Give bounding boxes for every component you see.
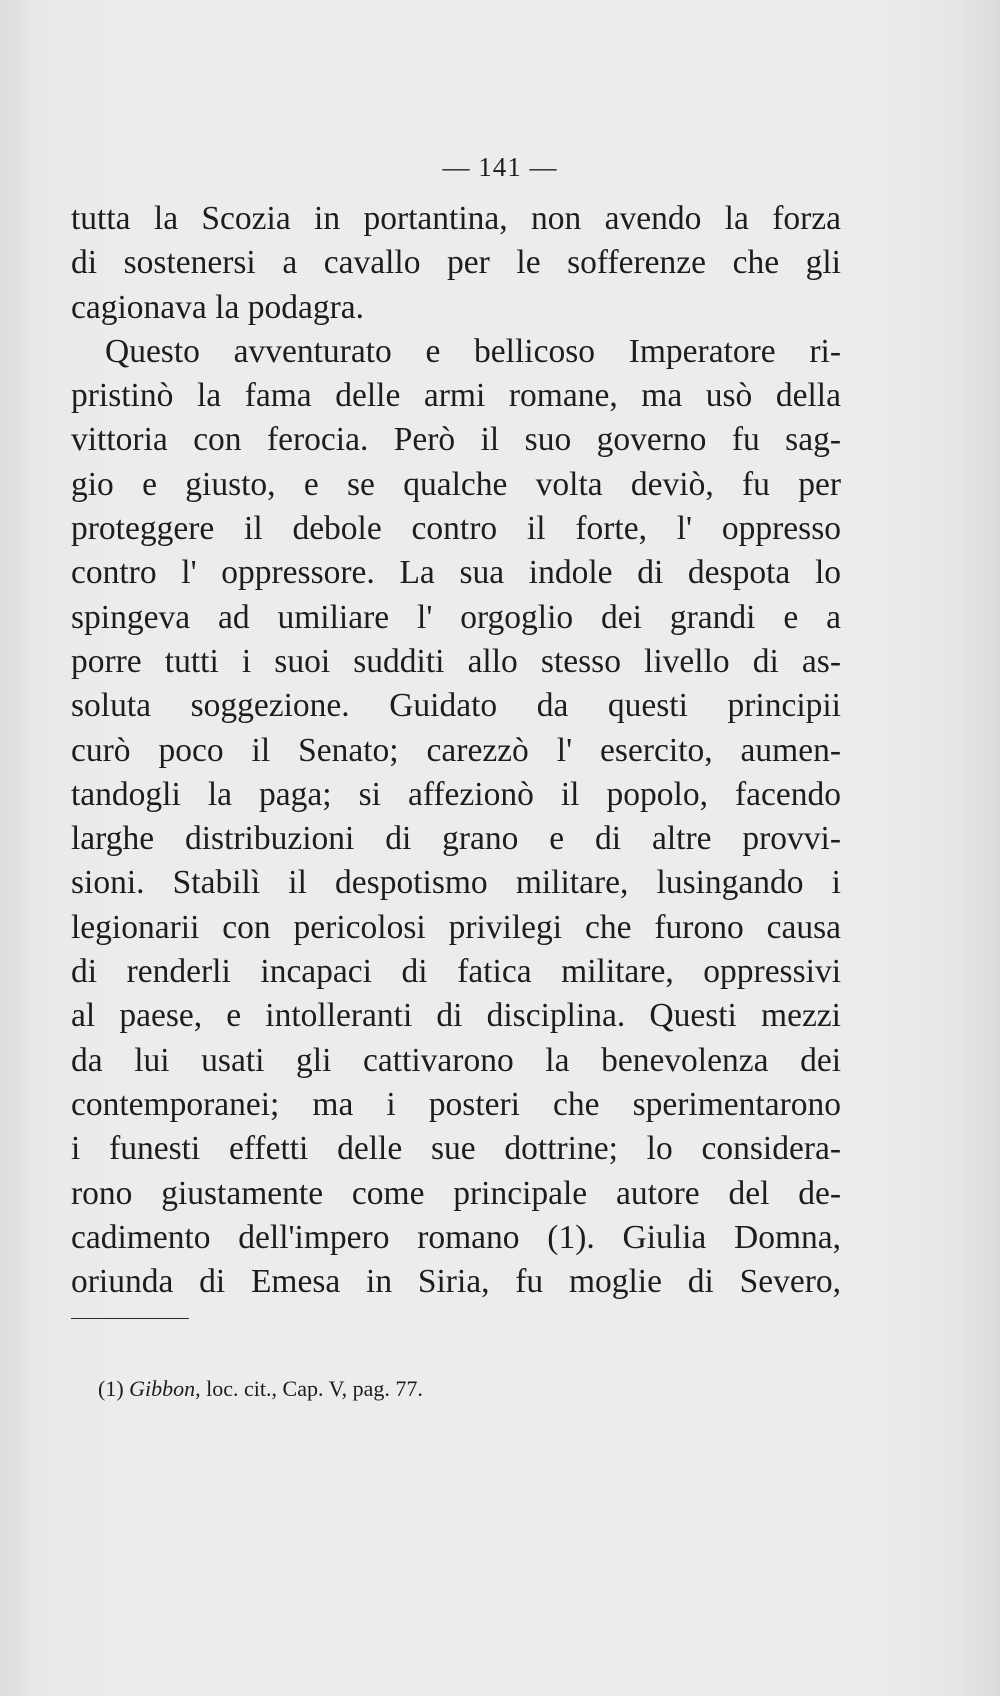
footnote-marker: (1) — [98, 1376, 124, 1401]
text-line: curò poco il Senato; carezzò l' esercito, aumen- — [71, 731, 841, 769]
text-line: cagionava la podagra. — [71, 288, 364, 326]
text-line: tandogli la paga; si affezionò il popolo, facendo — [71, 775, 841, 813]
text-line: tutta la Scozia in portantina, non avendo la forza — [71, 200, 841, 237]
text-line: soluta soggezione. Guidato da questi principii — [71, 687, 841, 725]
text-line: oriunda di Emesa in Siria, fu moglie di Severo, — [71, 1263, 841, 1301]
text-line: Questo avventurato e bellicoso Imperatore ri- — [105, 332, 841, 370]
text-line: di sostenersi a cavallo per le sofferenze che gli — [71, 244, 841, 282]
body-text — [71, 197, 841, 1304]
footnote-author: Gibbon, — [129, 1376, 201, 1401]
text-line: contro l' oppressore. La sua indole di despota lo — [71, 554, 841, 592]
text-line: rono giustamente come principale autore del de- — [71, 1174, 841, 1212]
footnote-citation: loc. cit., Cap. V, pag. 77. — [206, 1376, 423, 1401]
text-line: sioni. Stabilì il despotismo militare, lusingando i — [71, 864, 841, 902]
text-line: porre tutti i suoi sudditi allo stesso livello di as- — [71, 642, 841, 680]
page-number: — 141 — — [442, 152, 558, 182]
footnote-divider — [71, 1318, 189, 1319]
text-line: al paese, e intolleranti di disciplina. Questi mezzi — [71, 997, 841, 1035]
text-line: da lui usati gli cattivarono la benevolenza dei — [71, 1041, 841, 1079]
text-line: contemporanei; ma i posteri che sperimentarono — [71, 1085, 841, 1123]
text-line: larghe distribuzioni di grano e di altre provvi- — [71, 820, 841, 858]
text-line: vittoria con ferocia. Però il suo governo fu sag- — [71, 421, 841, 459]
text-line: gio e giusto, e se qualche volta deviò, fu per — [71, 465, 841, 503]
text-line: di renderli incapaci di fatica militare, oppressivi — [71, 953, 841, 991]
text-line: cadimento dell'impero romano (1). Giulia Domna, — [71, 1218, 841, 1256]
text-line: proteggere il debole contro il forte, l' oppresso — [71, 510, 841, 548]
text-line: i funesti effetti delle sue dottrine; lo considera- — [71, 1130, 841, 1168]
text-line: legionarii con pericolosi privilegi che furono causa — [71, 908, 841, 946]
text-line: pristinò la fama delle armi romane, ma usò della — [71, 377, 841, 415]
text-line: spingeva ad umiliare l' orgoglio dei grandi e a — [71, 598, 841, 636]
footnote — [98, 1376, 423, 1402]
